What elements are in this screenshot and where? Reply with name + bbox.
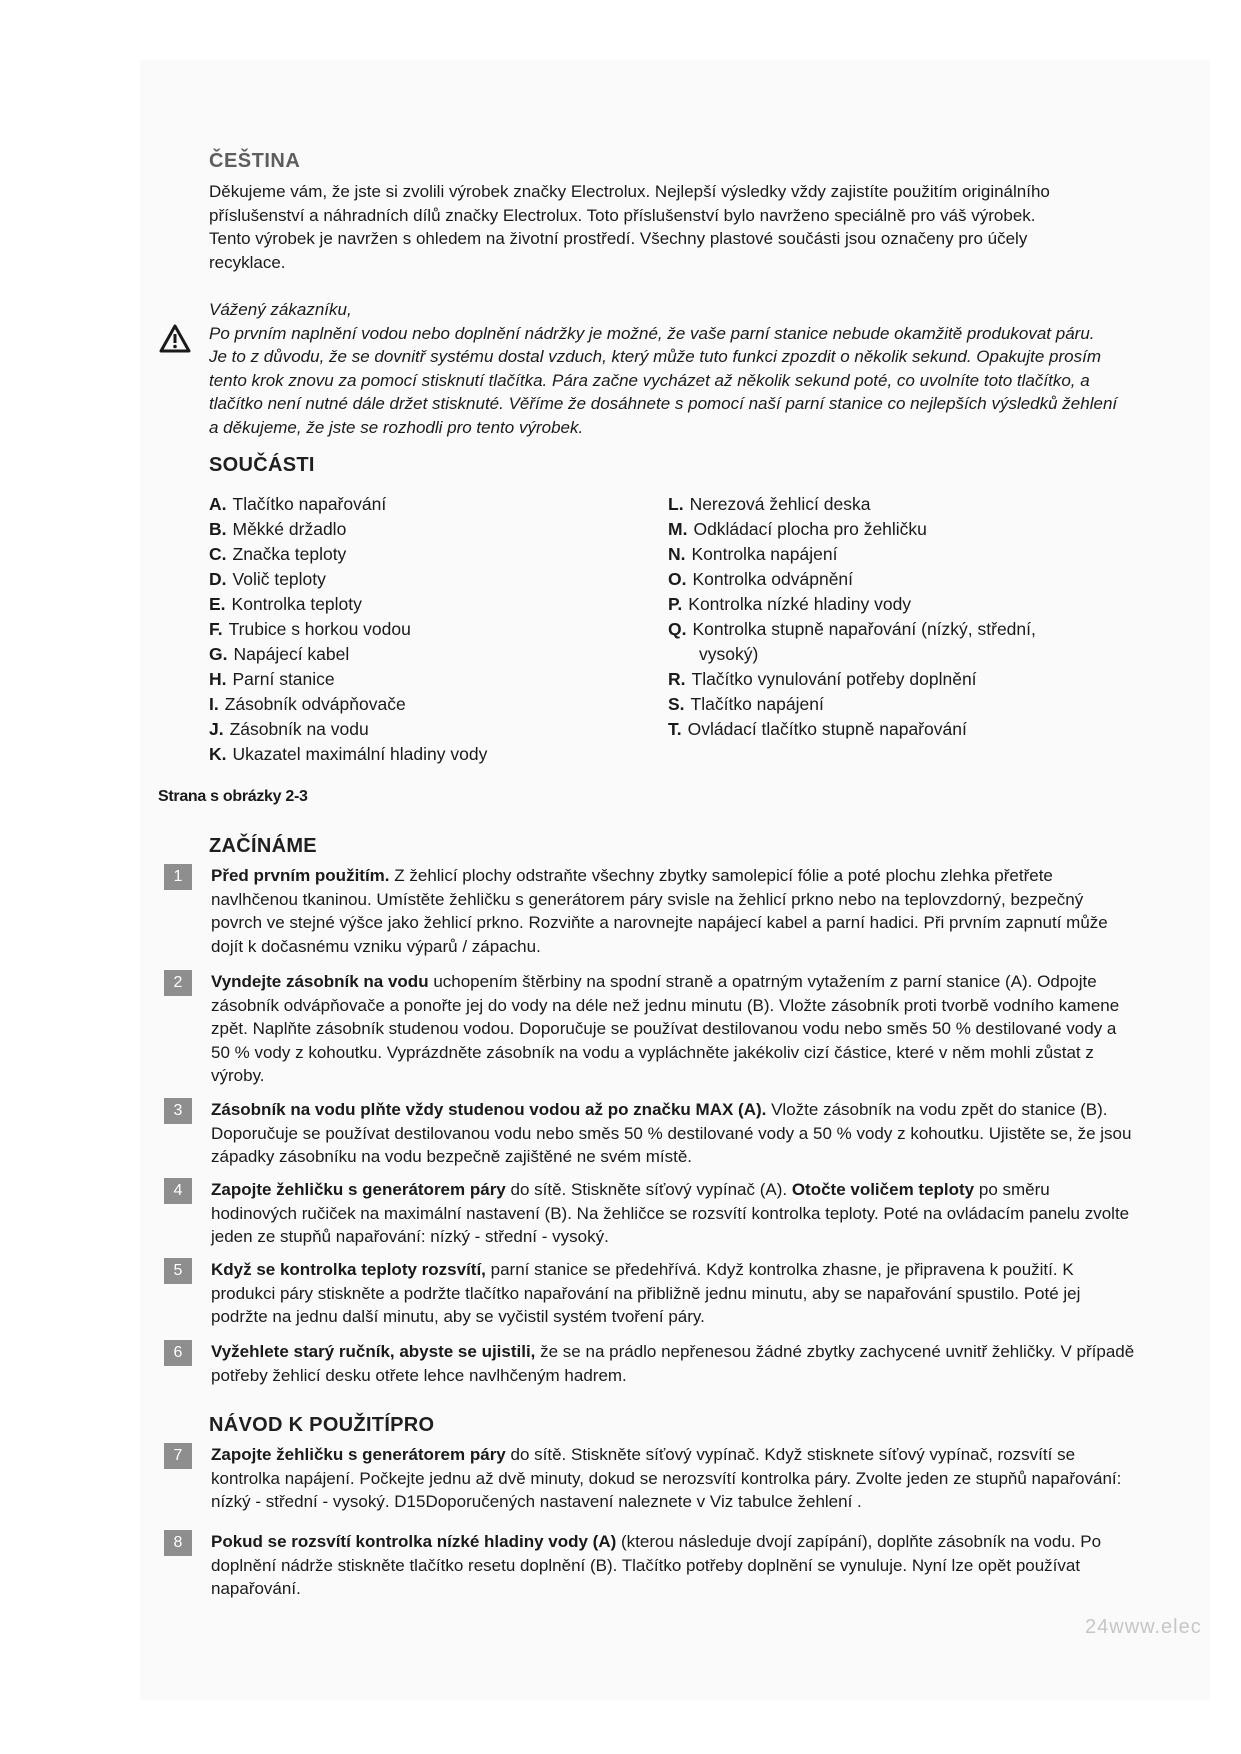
parts-list-left [209, 492, 649, 767]
notice-line: a děkujeme, že jste se rozhodli pro tento výrobek. [209, 417, 584, 437]
part-item: P. Kontrolka nízké hladiny vody [668, 594, 912, 614]
intro-line: příslušenství a náhradních dílů značky Electrolux. Toto příslušenství bylo navrženo speciálně pro váš výrobek. [209, 205, 1036, 225]
notice-line: Vážený zákazníku, [209, 300, 352, 319]
getting-started-heading: ZAČÍNÁME [209, 835, 317, 857]
part-item: L. Nerezová žehlicí deska [668, 494, 871, 514]
parts-list-right [668, 492, 1118, 742]
notice-line: Je to z důvodu, že se dovnitř systému dostal vzduch, který může tuto funkci zpozdit o několik sekund. Opakujte prosím [209, 347, 1101, 366]
part-item: A. Tlačítko napařování [209, 494, 387, 514]
intro-line: recyklace. [209, 252, 286, 272]
part-item: S. Tlačítko napájení [668, 694, 824, 714]
step-number-badge: 1 [164, 864, 192, 890]
step-number-badge: 8 [164, 1530, 192, 1556]
part-item: I. Zásobník odvápňovače [209, 694, 406, 714]
notice-line: tento krok znovu za pomocí stisknutí tlačítka. Pára začne vycházet až několik sekund poté, co uvolníte toto tlačítko, a [209, 370, 1090, 390]
part-item-continuation: vysoký) [699, 644, 759, 664]
notice-line: Po prvním naplnění vodou nebo doplnění nádržky je možné, že vaše parní stanice nebude okamžitě produkovat páru. [209, 323, 1095, 343]
step-text: Vyžehlete starý ručník, abyste se ujistili, že se na prádlo nepřenesou žádné zbytky zachycené uvnitř žehličky. V případě potřeby žehlicí desku otřete lehce navlhčeným hadrem. [211, 1342, 1135, 1385]
intro-line: Tento výrobek je navržen s ohledem na životní prostředí. Všechny plastové součásti jsou označeny pro účely [209, 229, 1028, 248]
step-number-badge: 4 [164, 1178, 192, 1204]
notice-line: tlačítko není nutné dále držet stisknuté. Věříme že dosáhnete s pomocí naší parní stanice co nejlepších výsledků žehlení [209, 394, 1118, 413]
part-item: N. Kontrolka napájení [668, 544, 838, 564]
site-watermark: 24www.elec [1085, 1616, 1202, 1638]
part-item: D. Volič teploty [209, 569, 326, 589]
intro-line: Děkujeme vám, že jste si zvolili výrobek značky Electrolux. Nejlepší výsledky vždy zajistíte použitím originálního [209, 182, 1050, 201]
language-heading: ČEŠTINA [209, 150, 301, 172]
step-number-badge: 2 [164, 970, 192, 996]
part-item: H. Parní stanice [209, 669, 335, 689]
part-item: O. Kontrolka odvápnění [668, 569, 854, 589]
step-number-badge: 3 [164, 1098, 192, 1124]
step-number-badge: 5 [164, 1258, 192, 1284]
step-number-badge: 7 [164, 1443, 192, 1469]
part-item: Q. Kontrolka stupně napařování (nízký, střední, [668, 619, 1036, 639]
part-item: T. Ovládací tlačítko stupně napařování [668, 719, 967, 739]
step-number-badge: 6 [164, 1340, 192, 1366]
step-text: Zásobník na vodu plňte vždy studenou vodou až po značku MAX (A). Vložte zásobník na vodu zpět do stanice (B). Doporučuje se používat destilovanou vodu nebo směs 50 % destilované vody a 50 % vody z kohoutku. Ujistěte se, že jsou západky zásobníku na vodu bezpečně zajištěné ne svém místě. [211, 1100, 1132, 1166]
step-text: Zapojte žehličku s generátorem páry do sítě. Stiskněte síťový vypínač. Když stisknete síťový vypínač, rozsvítí se kontrolka napájení. Počkejte jednu až dvě minuty, dokud se nerozsvítí kontrolka páry. Zvolte jeden ze stupňů napařování: nízký - střední - vysoký. D15Doporučených nastavení naleznete v Viz tabulce žehlení . [211, 1445, 1122, 1511]
part-item: F. Trubice s horkou vodou [209, 619, 411, 639]
step-text: Zapojte žehličku s generátorem páry do sítě. Stiskněte síťový vypínač (A). Otočte voličem teploty po směru hodinových ručiček na maximální nastavení (B). Na žehličce se rozsvítí kontrolka teploty. Poté na ovládacím panelu zvolte jeden ze stupňů napařování: nízký - střední - vysoký. [211, 1180, 1130, 1246]
part-item: E. Kontrolka teploty [209, 594, 362, 614]
parts-heading: SOUČÁSTI [209, 454, 315, 476]
part-item: B. Měkké držadlo [209, 519, 347, 539]
part-item: C. Značka teploty [209, 544, 347, 564]
customer-notice [209, 298, 1169, 439]
usage-heading: NÁVOD K POUŽITÍPRO [209, 1414, 435, 1436]
part-item: R. Tlačítko vynulování potřeby doplnění [668, 669, 977, 689]
part-item: M. Odkládací plocha pro žehličku [668, 519, 927, 539]
intro-paragraph [209, 180, 1169, 274]
part-item: J. Zásobník na vodu [209, 719, 369, 739]
part-item: K. Ukazatel maximální hladiny vody [209, 744, 488, 764]
step-text: Vyndejte zásobník na vodu uchopením štěrbiny na spodní straně a opatrným vytažením z parní stanice (A). Odpojte zásobník odvápňovače a ponořte jej do vody na déle než jednu minutu (B). Vložte zásobník proti tvorbě vodního kamene zpět. Naplňte zásobník studenou vodou. Doporučuje se používat destilovanou vodu nebo směs 50 % destilované vody a 50 % vody z kohoutku. Vyprázdněte zásobník na vodu a vypláchněte jakékoliv cizí částice, které v něm mohli zůstat z výroby. [211, 972, 1120, 1085]
step-text: Pokud se rozsvítí kontrolka nízké hladiny vody (A) (kterou následuje dvojí zapípání), doplňte zásobník na vodu. Po doplnění nádrže stiskněte tlačítko resetu doplnění (B). Tlačítko potřeby doplnění se vynuluje. Nyní lze opět používat napařování. [211, 1532, 1102, 1598]
step-text: Před prvním použitím. Z žehlicí plochy odstraňte všechny zbytky samolepicí fólie a poté plochu zlehka přetřete navlhčenou tkaninou. Umístěte žehličku s generátorem páry svisle na žehlicí prkno nebo na teplovzdorný, bezpečný povrch ve stejné výšce jako žehlicí prkno. Rozviňte a narovnejte napájecí kabel a parní hadici. Při prvním zapnutí může dojít k dočasnému vzniku výparů / zápachu. [211, 866, 1108, 956]
warning-icon [158, 323, 192, 355]
step-text: Když se kontrolka teploty rozsvítí, parní stanice se předehřívá. Když kontrolka zhasne, je připravena k použití. K produkci páry stiskněte a podržte tlačítko napařování na přibližně jednu minutu, aby se napařování spustilo. Poté jej podržte na jednu další minutu, aby se vyčistil systém tvoření páry. [211, 1260, 1081, 1326]
part-item: G. Napájecí kabel [209, 644, 350, 664]
figures-page-reference: Strana s obrázky 2-3 [158, 788, 308, 805]
